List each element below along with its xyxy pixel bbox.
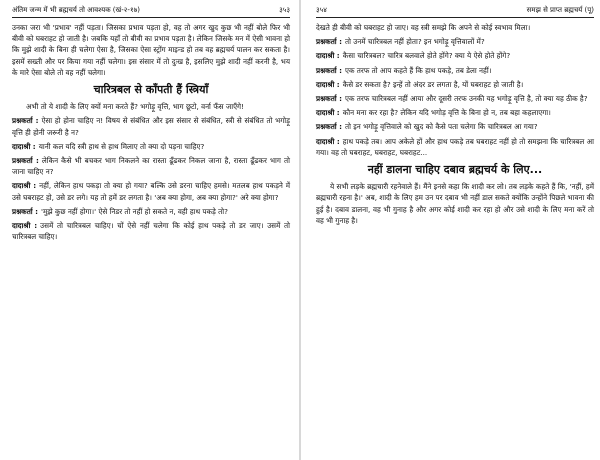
dialogue-paragraph xyxy=(316,107,594,118)
speaker-label: प्रश्नकर्ता : xyxy=(316,122,343,132)
speaker-label: प्रश्नकर्ता : xyxy=(316,37,343,47)
body-paragraph: उनका जरा भी 'प्रभाव' नहीं पड़ता। जिसका प्रभाव पड़ता हो, वह तो अगर खुद कुछ भी नहीं बोले फिर भी बीवी को घबराहट हो जाती है। जबकि यहाँ तो बीवी का प्रभाव पड़ता है। लेकिन जिसके मन में ऐसी भावना हो कि मुझे शादी के बिना ही चलेगा ऐसा है, जिसका ऐसा स्ट्रोंग माइन्ड हो तब वह ब्रह्मचर्य पालन कर सकता है। इसमें सख्ती और पर किया गया नहीं चलेगा। इस संसार में तो दुःख है, इसलिए मुझे शादी नहीं करनी है, भय के मारे ऐसा बोले तो वह नहीं चलेगा। xyxy=(12,23,290,77)
dialogue-paragraph xyxy=(12,155,290,177)
dialogue-text: तो उनमें चारित्रबल नहीं होता? इन भगोड़ू वृत्तिवालों में? xyxy=(345,37,485,47)
dialogue-text: कैसा चारित्रबल? चारित्र बलवाले होते होंगे? क्या ये ऐसे होते होंगे? xyxy=(342,51,511,61)
speaker-label: प्रश्नकर्ता : xyxy=(12,156,39,166)
dialogue-paragraph xyxy=(316,136,594,158)
left-running-header xyxy=(12,3,290,18)
dialogue-paragraph xyxy=(316,36,594,47)
dialogue-text: नहीं, लेकिन हाथ पकड़ा तो क्या हो गया? बल्कि उसे डरना चाहिए हमसे। मतलब हाथ पकड़ने में उसे घबराहट हो, उसे डर लगे। यह तो हमें डर लगता है। 'अब क्या होगा, अब क्या होगा?' अरे क्या होगा? xyxy=(12,181,290,202)
dialogue-paragraph xyxy=(316,79,594,90)
speaker-label: दादाश्री : xyxy=(316,51,340,61)
dialogue-text: उसमें तो चारित्रबल चाहिए। चों ऐसे नहीं चलेगा कि कोई हाथ पकड़े तो डर जाए। उसमें तो चारित्रबल चाहिए। xyxy=(12,221,290,242)
speaker-label: प्रश्नकर्ता : xyxy=(12,116,39,126)
dialogue-paragraph xyxy=(316,65,594,76)
speaker-label: प्रश्नकर्ता : xyxy=(316,65,343,75)
right-running-header xyxy=(316,3,594,18)
dialogue-paragraph xyxy=(12,180,290,202)
dialogue-text: 'मुझे कुछ नहीं होगा।' ऐसे निडर तो नहीं हो सकते न, वही हाथ पकड़े तो? xyxy=(41,206,228,216)
body-paragraph: देखते ही बीवी को घबराहट हो जाए। वह स्त्री समझे कि अपने से कोई स्वभाव मिला। xyxy=(316,23,531,32)
right-page xyxy=(304,0,600,460)
body-paragraph: ये सभी लड़के ब्रह्मचारी रहनेवाले हैं। मैंने इनसे कहा कि शादी कर लो। तब लड़के कहते हैं कि, 'नहीं, हमें ब्रह्मचारी रहना है।' अब, शादी के लिए हम उन पर दबाव भी नहीं डाल सकते क्योंकि उन्होंने पिछले भावना की हुई है। दबाव डालना, वह भी गुनाह है और अगर कोई शादी कर रहा हो और उसे शादी के लिए मना करें तो वह भी गुनाह है। xyxy=(316,182,594,225)
speaker-label: दादाश्री : xyxy=(316,108,340,118)
dialogue-paragraph xyxy=(316,50,594,61)
page-gutter xyxy=(299,0,301,460)
dialogue-text: कौन मना कर रहा है? लेकिन यदि भगोड़ वृत्ति के बिना हो न, तब बहा कहलाएगा। xyxy=(342,108,551,118)
dialogue-text: कैसे डर सकता है? इन्हें तो अंदर डर लगता है, यों घबराहट हो जाती है। xyxy=(342,79,524,89)
speaker-label: दादाश्री : xyxy=(12,221,38,231)
dialogue-text: एक तरफ तो आप कहते हैं कि हाथ पकड़े, तब डेला नहीं। xyxy=(345,65,492,75)
speaker-label: प्रश्नकर्ता : xyxy=(12,206,39,216)
speaker-label: दादाश्री : xyxy=(12,141,36,151)
left-page-body xyxy=(12,22,290,245)
dialogue-paragraph xyxy=(316,121,594,132)
dialogue-paragraph xyxy=(12,141,290,152)
speaker-label: दादाश्री : xyxy=(12,181,37,191)
dialogue-text: एक तरफ चारित्रबल नहीं आया और दूसरी तरफ उनकी यह भगोड़ू वृत्ति है, तो क्या यह ठीक है? xyxy=(345,94,588,104)
dialogue-text: तो इन भगोड़ू वृत्तिवाले को खुद को कैसे पता चलेगा कि चारित्रबल आ गया? xyxy=(345,122,538,132)
body-paragraph: अभी तो ये शादी के लिए क्यों मना करते हैं? भगोड़ू वृत्ति, भाग छूटो, वर्ना फँस जाएँगे! xyxy=(26,102,244,112)
dialogue-paragraph xyxy=(12,220,290,242)
section-heading: चारित्रबल से काँपती हैं स्त्रियाँ xyxy=(93,83,209,97)
speaker-label: प्रश्नकर्ता : xyxy=(316,94,343,104)
dialogue-text: ऐसा हो होना चाहिए न! विषय से संबंधित और इस संसार से संबंधित, स्त्री से संबंधित तो भगोड़ू वृत्ति ही होनी जरूरी है न? xyxy=(12,116,290,137)
section-heading: नहीं डालना चाहिए दबाव ब्रह्मचर्य के लिए... xyxy=(367,163,543,177)
dialogue-paragraph xyxy=(12,206,290,217)
speaker-label: दादाश्री : xyxy=(316,136,340,146)
dialogue-paragraph xyxy=(316,93,594,104)
right-page-body xyxy=(316,22,594,229)
speaker-label: दादाश्री : xyxy=(316,79,340,89)
left-header-title: अंतिम जन्म में भी ब्रह्मचर्य तो आवश्यक (खं-२-१७) xyxy=(12,5,140,14)
left-page xyxy=(0,0,296,460)
dialogue-text: यानी कल यदि स्त्री हाथ से हाथ मिलाए तो क्या दो पड़ना चाहिए? xyxy=(38,141,205,151)
right-page-number: ३५४ xyxy=(316,5,327,14)
dialogue-text: लेकिन कैसे भी बचकर भाग निकलने का रास्ता ढूँढकर निकल जाना है, रास्ता ढूँढकर भाग तो जाना चाहिए न? xyxy=(12,156,290,177)
dialogue-text: हाथ पकड़े तब। आप अकेले हों और हाथ पकड़े तब घबराहट नहीं हो तो समझना कि चारित्रबल आ गया। वह तो घबराहट, घबराहट, घबराहट... xyxy=(316,136,594,157)
right-header-title: समझ से प्राप्त ब्रह्मचर्य (पू) xyxy=(526,5,594,14)
dialogue-paragraph xyxy=(12,115,290,137)
left-page-number: ३५३ xyxy=(279,5,290,14)
